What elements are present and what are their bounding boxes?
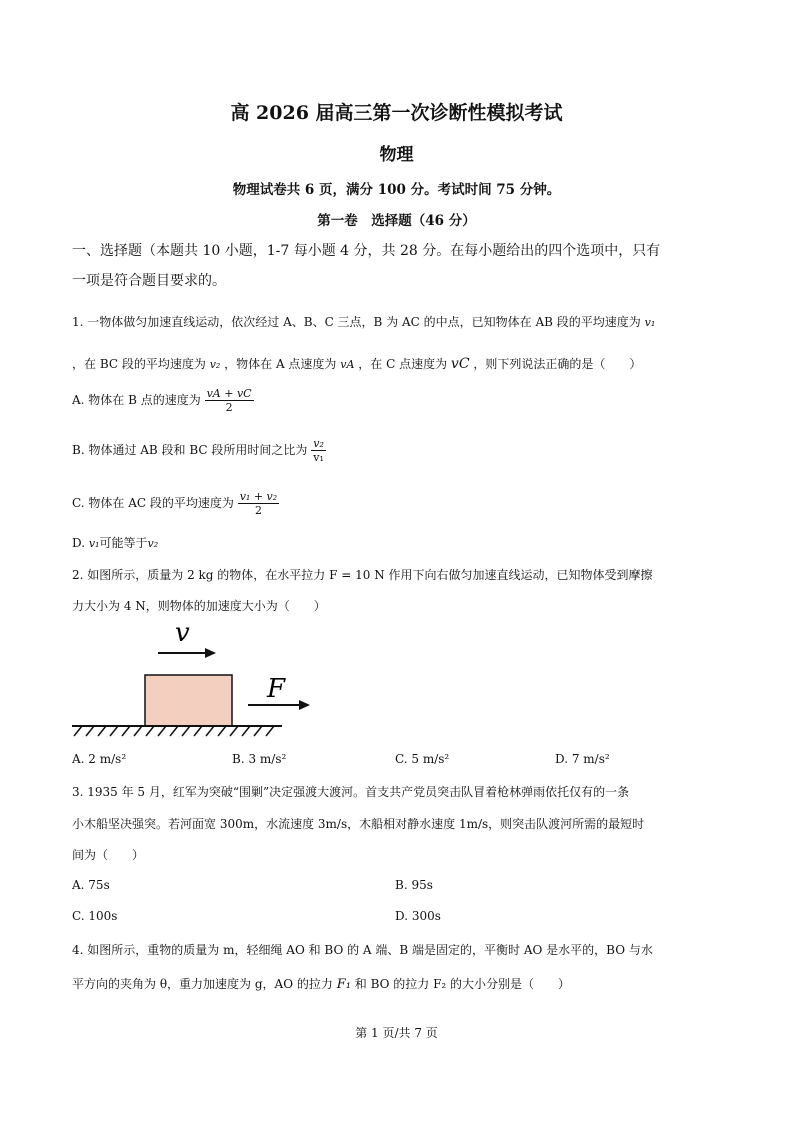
q1-option-a-numerator: vA + vC bbox=[206, 387, 252, 400]
q3-option-b[interactable]: B. 95s bbox=[395, 878, 433, 892]
q1-option-d-v2: v₂ bbox=[147, 537, 159, 550]
q1-line2 bbox=[72, 355, 641, 372]
q1-option-c[interactable] bbox=[72, 490, 279, 517]
q1-option-a-denominator: 2 bbox=[225, 401, 233, 414]
q1-vA-symbol: vA bbox=[340, 358, 355, 371]
q2-option-b[interactable]: B. 3 m/s² bbox=[232, 752, 287, 766]
q4-f1-symbol: F₁ bbox=[336, 977, 351, 992]
q1-vC-symbol: vC bbox=[450, 356, 470, 372]
q1-stem-part2: ，在 BC 段的平均速度为 bbox=[72, 357, 206, 371]
q1-option-c-numerator: v₁ + v₂ bbox=[239, 490, 278, 503]
q1-stem-part4: ，在 C 点速度为 bbox=[358, 357, 448, 371]
q1-stem-part3: ，物体在 A 点速度为 bbox=[224, 357, 337, 371]
q2-velocity-arrowhead bbox=[205, 648, 216, 658]
q4-stem-part1: 平方向的夹角为 θ，重力加速度为 g，AO 的拉力 bbox=[72, 977, 333, 991]
q3-option-c[interactable]: C. 100s bbox=[72, 909, 118, 923]
q2-line2: 力大小为 4 N，则物体的加速度大小为（ ） bbox=[72, 599, 326, 613]
q2-option-c[interactable]: C. 5 m/s² bbox=[395, 752, 450, 766]
q1-option-c-denominator: 2 bbox=[254, 504, 262, 517]
q4-stem-part2: 和 BO 的拉力 F₂ 的大小分别是（ ） bbox=[354, 977, 571, 991]
q1-line1 bbox=[72, 313, 655, 330]
q3-line3: 间为（ ） bbox=[72, 848, 145, 862]
q2-force-arrowhead bbox=[299, 700, 310, 710]
q1-option-c-text: C. 物体在 AC 段的平均速度为 bbox=[72, 496, 234, 510]
q2-ground-hatching bbox=[74, 726, 274, 736]
q1-option-c-fraction bbox=[238, 490, 279, 517]
subject-title: 物理 bbox=[379, 145, 414, 165]
volume-heading: 第一卷 选择题（46 分） bbox=[317, 213, 476, 229]
q3-option-a[interactable]: A. 75s bbox=[72, 878, 110, 892]
q1-option-a-text: A. 物体在 B 点的速度为 bbox=[72, 393, 201, 407]
q2-line1: 2. 如图所示，质量为 2 kg 的物体，在水平拉力 F = 10 N 作用下向右做匀加速直线运动，已知物体受到摩擦 bbox=[72, 568, 653, 582]
exam-title: 高 2026 届高三第一次诊断性模拟考试 bbox=[230, 102, 563, 124]
q3-line1: 3. 1935 年 5 月，红军为突破“围剿”决定强渡大渡河。首支共产党员突击队冒着枪林弹雨依托仅有的一条 bbox=[72, 785, 630, 799]
q4-line2 bbox=[72, 975, 570, 992]
q4-line1: 4. 如图所示，重物的质量为 m，轻细绳 AO 和 BO 的 A 端、B 端是固定的，平衡时 AO 是水平的，BO 与水 bbox=[72, 943, 653, 957]
q1-option-a[interactable] bbox=[72, 387, 254, 414]
q1-stem-part5: ，则下列说法正确的是（ ） bbox=[473, 357, 642, 371]
q2-option-d[interactable]: D. 7 m/s² bbox=[555, 752, 610, 766]
q1-option-b-numerator: v₂ bbox=[313, 437, 324, 450]
q1-option-b-fraction bbox=[311, 437, 326, 464]
q1-option-b-text: B. 物体通过 AB 段和 BC 段所用时间之比为 bbox=[72, 443, 308, 457]
exam-info: 物理试卷共 6 页，满分 100 分。考试时间 75 分钟。 bbox=[232, 182, 561, 198]
q1-option-a-fraction bbox=[205, 387, 254, 414]
q1-v1-symbol: v₁ bbox=[644, 316, 656, 329]
q1-option-b-denominator: v₁ bbox=[313, 451, 324, 464]
q1-option-d[interactable] bbox=[72, 534, 158, 551]
q1-stem-part1: 1. 一物体做匀加速直线运动，依次经过 A、B、C 三点，B 为 AC 的中点，已知物体在 AB 段的平均速度为 bbox=[72, 315, 641, 329]
q3-line2: 小木船坚决强突。若河面宽 300m，水流速度 3m/s，木船相对静水速度 1m/s，则突击队渡河所需的最短时 bbox=[72, 817, 645, 831]
q2-force-label: F bbox=[267, 674, 286, 704]
q1-option-b[interactable] bbox=[72, 437, 326, 464]
q2-diagram bbox=[70, 615, 330, 745]
q2-velocity-label: v bbox=[175, 618, 190, 648]
q3-option-d[interactable]: D. 300s bbox=[395, 909, 441, 923]
section-heading-line1: 一、选择题（本题共 10 小题，1-7 每小题 4 分，共 28 分。在每小题给出的四个选项中，只有 bbox=[72, 243, 661, 259]
q1-option-d-text2: 可能等于 bbox=[99, 536, 148, 550]
q2-block bbox=[145, 675, 232, 726]
q1-option-d-v1: v₁ bbox=[88, 537, 100, 550]
section-heading-line2: 一项是符合题目要求的。 bbox=[72, 273, 226, 289]
q1-v2-symbol: v₂ bbox=[209, 358, 221, 371]
q2-option-a[interactable]: A. 2 m/s² bbox=[72, 752, 127, 766]
page-number: 第 1 页/共 7 页 bbox=[355, 1026, 438, 1040]
q1-option-d-text: D. bbox=[72, 536, 86, 550]
